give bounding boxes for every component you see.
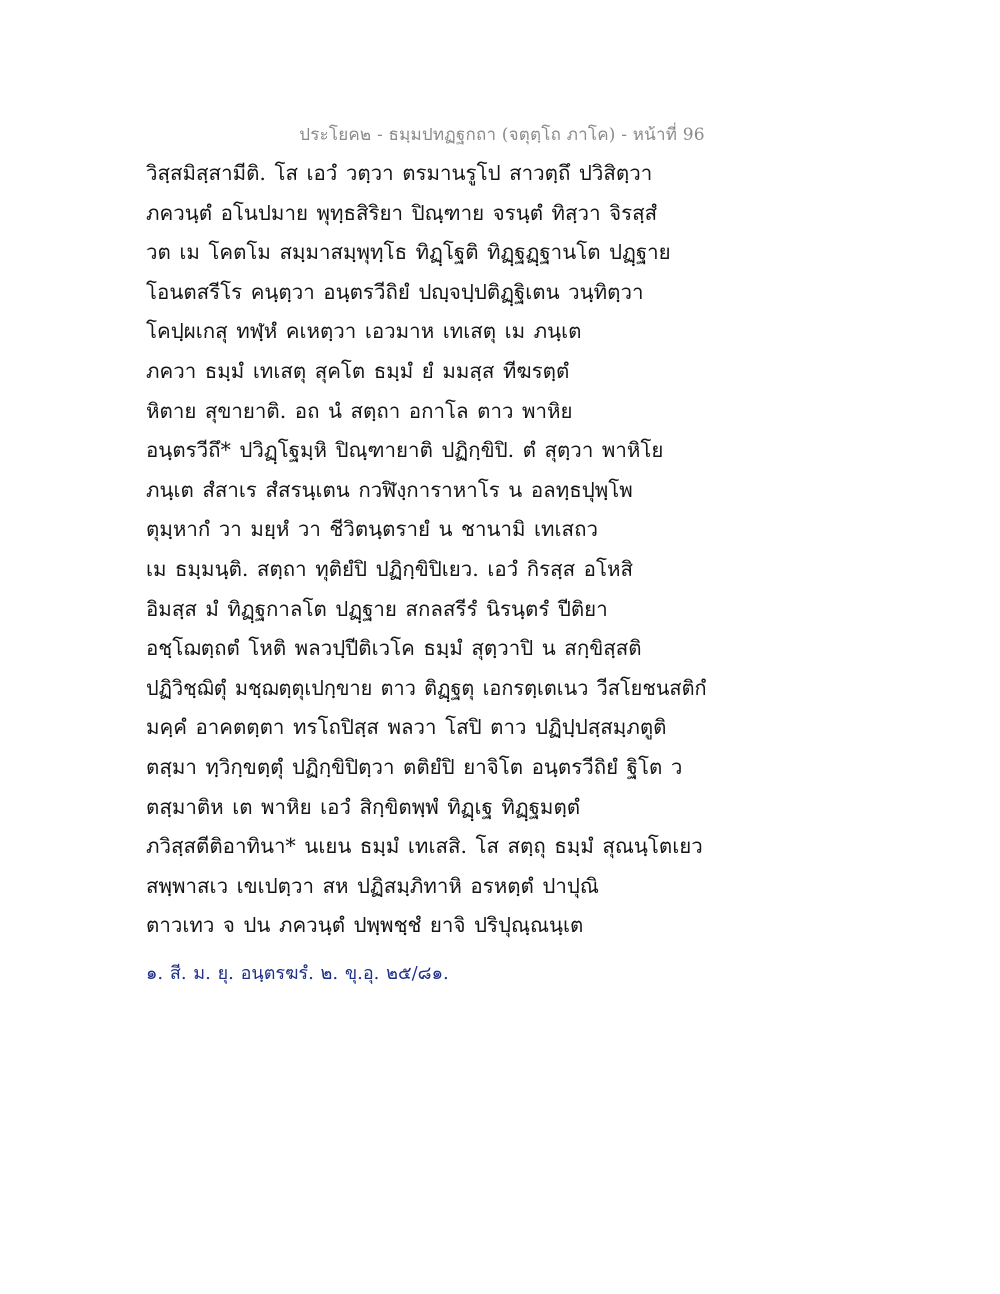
text-line: มคฺคํ อาคตตฺตา ทรโถปิสฺส พลวา โสปิ ตาว ปฏิปฺปสฺสมฺภตูติ <box>146 715 667 740</box>
text-line: ตสฺมา ทฺวิกฺขตฺตุํ ปฏิกฺขิปิตฺวา ตติยํปิ ยาจิโต อนฺตรวีถิยํ ฐิโต ว <box>146 754 683 779</box>
text-line: สพฺพาสเว เขเปตฺวา สห ปฏิสมฺภิทาหิ อรหตฺตํ ปาปุณิ <box>146 873 599 898</box>
running-header-title: ประโยค๒ - ธมฺมปทฏฐกถา (จตุตฺโถ ภาโค) - หน้าที่ 96 <box>299 125 705 145</box>
text-line: ตสฺมาติห เต พาหิย เอวํ สิกฺขิตพฺพํ ทิฏฺเฐ ทิฏฺฐมตฺตํ <box>146 794 581 819</box>
text-line: ตาวเทว จ ปน ภควนฺตํ ปพฺพชฺชํ ยาจิ ปริปุณฺณนฺเต <box>146 913 584 938</box>
running-header <box>0 121 1000 148</box>
text-line: ภควนฺตํ อโนปมาย พุทฺธสิริยา ปิณฺฑาย จรนฺตํ ทิสฺวา จิรสฺสํ <box>146 200 658 225</box>
text-line: วต เม โคตโม สมฺมาสมฺพุทฺโธ ทิฏฺโฐติ ทิฏฺฐฏฺฐานโต ปฏฺฐาย <box>146 240 671 265</box>
text-line: ปฏิวิชฺฌิตุํ มชฺฌตฺตุเปกฺขาย ตาว ติฏฺฐตุ เอกรตฺเตเนว วีสโยชนสติกํ <box>146 675 707 700</box>
footnote <box>146 958 449 987</box>
text-line: อิมสฺส มํ ทิฏฺฐกาลโต ปฏฺฐาย สกลสรีรํ นิรนฺตรํ ปีติยา <box>146 596 608 621</box>
footnote-text: ๑. สี. ม. ยุ. อนฺตรฆรํ. ๒. ขุ.อุ. ๒๕/๘๑. <box>146 963 449 984</box>
text-line: โอนตสรีโร คนฺตฺวา อนฺตรวีถิยํ ปญฺจปฺปติฏฺฐิเตน วนฺทิตฺวา <box>146 279 644 304</box>
text-line: เม ธมฺมนฺติ. สตฺถา ทุติยํปิ ปฏิกฺขิปิเยว. เอวํ กิรสฺส อโหสิ <box>146 556 634 581</box>
text-line: อนฺตรวีถึ* ปวิฏฺโฐมฺหิ ปิณฺฑายาติ ปฏิกฺขิปิ. ตํ สุตฺวา พาหิโย <box>146 438 664 463</box>
text-line: ภควา ธมฺมํ เทเสตุ สุคโต ธมฺมํ ยํ มมสฺส ทีฆรตฺตํ <box>146 358 570 383</box>
text-line: ตุมฺหากํ วา มยฺหํ วา ชีวิตนฺตรายํ น ชานามิ เทเสถว <box>146 517 598 542</box>
text-line: ภนฺเต สํสาเร สํสรนฺเตน กวฬิงฺการาหาโร น อลทฺธปุพฺโพ <box>146 477 633 502</box>
text-line: ภวิสฺสตีติอาทินา* นเยน ธมฺมํ เทเสสิ. โส สตฺถุ ธมฺมํ สุณนฺโตเยว <box>146 834 703 859</box>
text-line: อชฺโฌตฺถตํ โหติ พลวปฺปีติเวโค ธมฺมํ สุตฺวาปิ น สกฺขิสฺสติ <box>146 636 642 661</box>
text-line: วิสฺสมิสฺสามีติ. โส เอวํ วตฺวา ตรมานรูโป สาวตฺถึ ปวิสิตฺวา <box>146 161 653 185</box>
body-text <box>146 158 706 950</box>
text-line: หิตาย สุขายาติ. อถ นํ สตฺถา อกาโล ตาว พาหิย <box>146 398 573 423</box>
text-line: โคปฺผเกสุ ทฬฺหํ คเหตฺวา เอวมาห เทเสตุ เม ภนฺเต <box>146 319 582 344</box>
